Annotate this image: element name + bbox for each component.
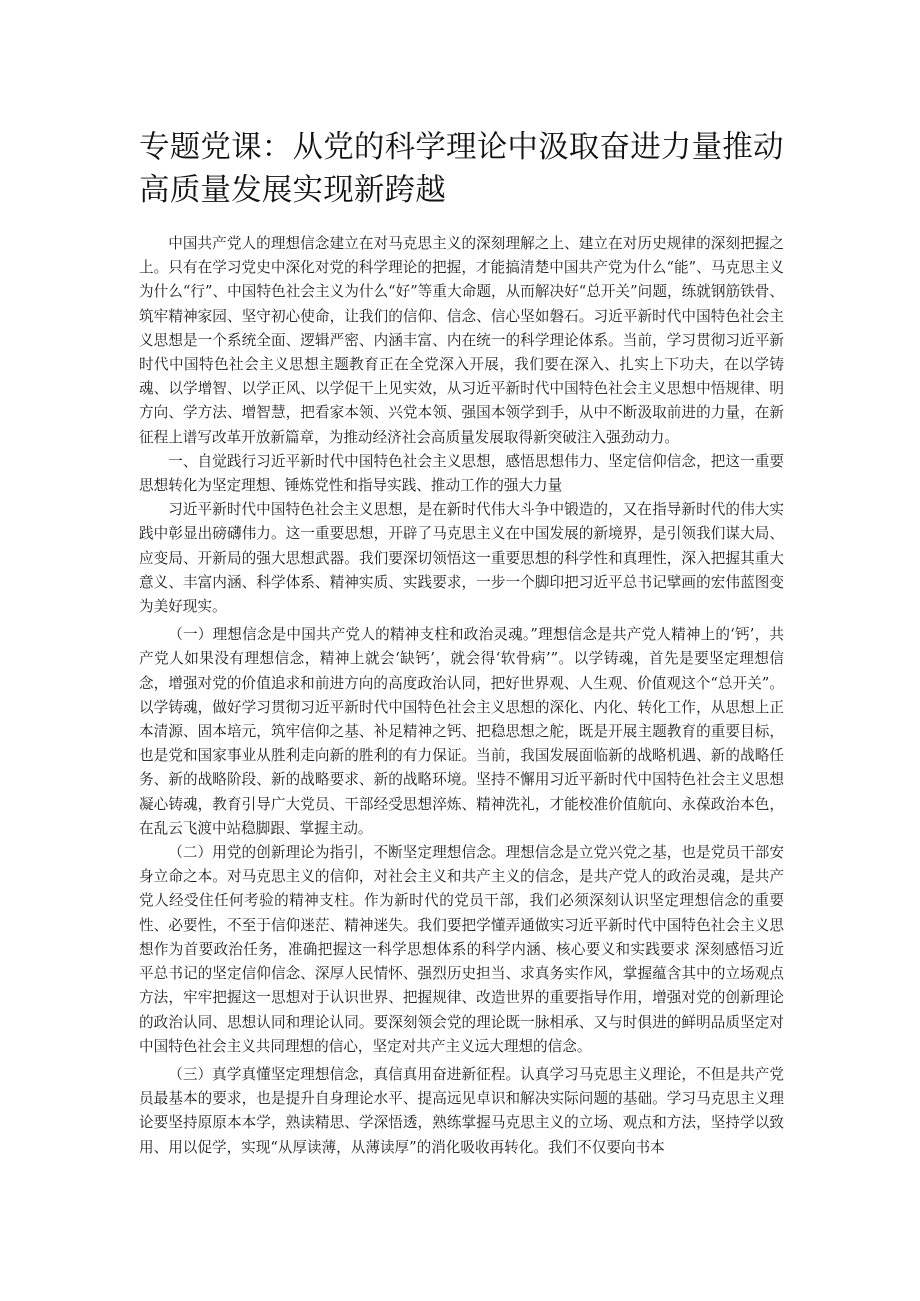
subsection-paragraph-3: （三）真学真懂坚定理想信念，真信真用奋进新征程。认真学习马克思主义理论，不但是共产党员最基本的要求，也是提升自身理论水平、提高远见卓识和解决实际问题的基础。学习马克思主义理论要坚持原原本本学，熟读精思、学深悟透，熟练掌握马克思主义的立场、观点和方法，坚持学以致用、用以促学，实现“从厚读薄，从薄读厚”的消化吸收再转化。我们不仅要向书本 <box>139 1065 784 1156</box>
body-paragraph: 习近平新时代中国特色社会主义思想，是在新时代伟大斗争中锻造的，又在指导新时代的伟大实践中彰显出磅礴伟力。这一重要思想，开辟了马克思主义在中国发展的新境界，是引领我们谋大局、应变局、开新局的强大思想武器。我们要深切领悟这一重要思想的科学性和真理性，深入把握其重大意义、丰富内涵、科学体系、精神实质、实践要求，一步一个脚印把习近平总书记擘画的宏伟蓝图变为美好现实。 <box>139 501 784 616</box>
document-page <box>139 126 784 1160</box>
subsection-paragraph-2: （二）用党的创新理论为指引，不断坚定理想信念。理想信念是立党兴党之基，也是党员干部安身立命之本。对马克思主义的信仰，对社会主义和共产主义的信念，是共产党人的政治灵魂，是共产党人经受住任何考验的精神支柱。作为新时代的党员干部，我们必须深刻认识坚定理想信念的重要性、必要性，不至于信仰迷茫、精神迷失。我们要把学懂弄通做实习近平新时代中国特色社会主义思想作为首要政治任务，准确把握这一科学思想体系的科学内涵、核心要义和实践要求 深刻感悟习近平总书记的坚定信仰信念、深厚人民情怀、强烈历史担当、求真务实作风，掌握蕴含其中的立场观点方法，牢牢把握这一思想对于认识世界、把握规律、改造世界的重要指导作用，增强对党的创新理论的政治认同、思想认同和理论认同。要深刻领会党的理论既一脉相承、又与时俱进的鲜明品质坚定对中国特色社会主义共同理想的信心，坚定对共产主义远大理想的信念。 <box>139 844 784 1055</box>
page-title: 专题党课：从党的科学理论中汲取奋进力量推动高质量发展实现新跨越 <box>139 130 784 208</box>
subsection-paragraph-1: （一）理想信念是中国共产党人的精神支柱和政治灵魂。”理想信念是共产党人精神上的‘钙’，共产党人如果没有理想信念，精神上就会‘缺钙’，就会得‘软骨病’”。以学铸魂，首先是要坚定理想信念，增强对党的价值追求和前进方向的高度政治认同，把好世界观、人生观、价值观这个“总开关”。以学铸魂，做好学习贯彻习近平新时代中国特色社会主义思想的深化、内化、转化工作，从思想上正本清源、固本培元，筑牢信仰之基、补足精神之钙、把稳思想之舵，既是开展主题教育的重要目标，也是党和国家事业从胜利走向新的胜利的有力保证。当前，我国发展面临新的战略机遇、新的战略任务、新的战略阶段、新的战略要求、新的战略环境。坚持不懈用习近平新时代中国特色社会主义思想凝心铸魂，教育引导广大党员、干部经受思想淬炼、精神洗礼，才能校准价值航向、永葆政治本色，在乱云飞渡中站稳脚跟、掌握主动。 <box>139 626 784 837</box>
intro-paragraph: 中国共产党人的理想信念建立在对马克思主义的深刻理解之上、建立在对历史规律的深刻把握之上。只有在学习党史中深化对党的科学理论的把握，才能搞清楚中国共产党为什么“能”、马克思主义为什么“行”、中国特色社会主义为什么“好”等重大命题，从而解决好“总开关”问题，练就钢筋铁骨、筑牢精神家园、坚守初心使命，让我们的信仰、信念、信心坚如磐石。习近平新时代中国特色社会主义思想是一个系统全面、逻辑严密、内涵丰富、内在统一的科学理论体系。当前，学习贯彻习近平新时代中国特色社会主义思想主题教育正在全党深入开展，我们要在深入、扎实上下功夫，在以学铸魂、以学增智、以学正风、以学促干上见实效，从习近平新时代中国特色社会主义思想中悟规律、明方向、学方法、增智慧，把看家本领、兴党本领、强国本领学到手，从中不断汲取前进的力量，在新征程上谱写改革开放新篇章，为推动经济社会高质量发展取得新突破注入强劲动力。 <box>139 235 784 446</box>
section-heading-1: 一、自觉践行习近平新时代中国特色社会主义思想，感悟思想伟力、坚定信仰信念，把这一重要思想转化为坚定理想、锤炼党性和指导实践、推动工作的强大力量 <box>139 452 784 495</box>
